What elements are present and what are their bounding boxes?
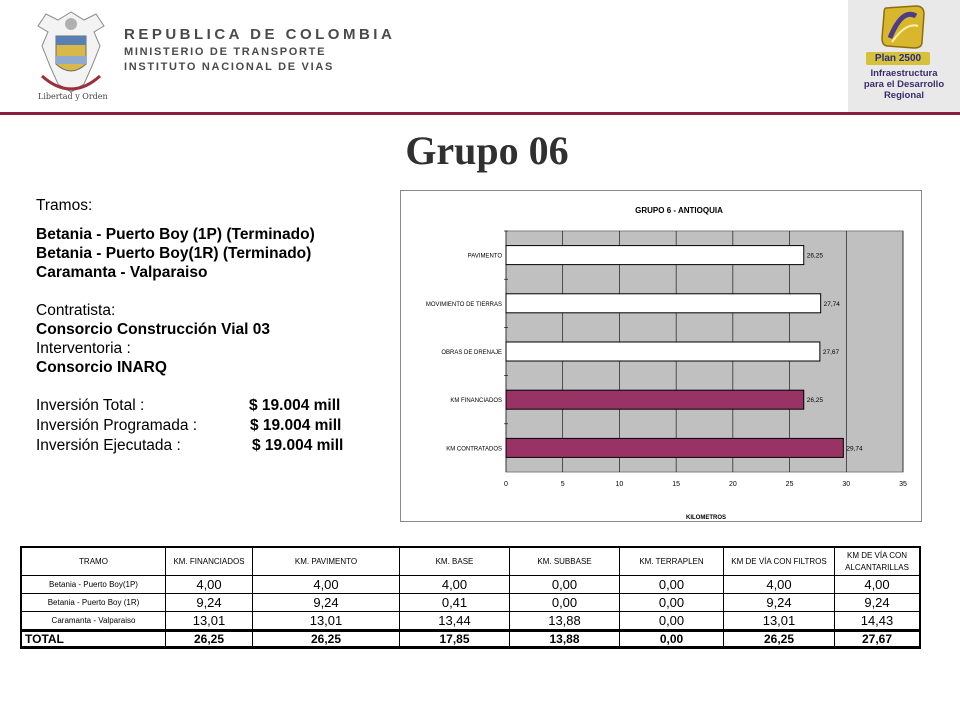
table-cell: 13,01	[253, 612, 400, 631]
table-cell: 13,44	[400, 612, 510, 631]
crest-motto: Libertad y Orden	[38, 92, 108, 101]
table-cell: 0,00	[620, 594, 724, 612]
chart-title: GRUPO 6 - ANTIOQUIA	[635, 206, 723, 215]
data-label: 26,25	[806, 397, 824, 405]
page-title: Grupo 06	[405, 128, 569, 173]
x-tick-label: 35	[899, 481, 907, 488]
category-label: PAVIMENTO	[467, 253, 502, 260]
table-cell: Betania - Puerto Boy (1R)	[21, 594, 166, 612]
plan-subtitle-1: Infraestructura	[870, 68, 938, 79]
table-header: KM DE VÍA CON ALCANTARILLAS	[835, 547, 921, 576]
table-cell: 9,24	[253, 594, 400, 612]
tramo-item: Caramanta - Valparaiso	[36, 264, 208, 281]
x-tick-label: 10	[615, 481, 624, 488]
tramos-label: Tramos:	[36, 197, 93, 214]
table-header: KM. FINANCIADOS	[166, 547, 253, 576]
plot-area	[426, 231, 907, 488]
tramo-item: Betania - Puerto Boy(1R) (Terminado)	[36, 245, 312, 262]
table-cell: 27,67	[835, 631, 921, 648]
plan-2500-logo	[880, 4, 926, 50]
x-axis-label: KILOMETROS	[686, 515, 726, 521]
bar	[506, 390, 804, 409]
inversion-ejecutada-row	[36, 436, 396, 456]
table-header: KM. SUBBASE	[510, 547, 620, 576]
table-cell: TOTAL	[21, 631, 166, 648]
interventoria-value: Consorcio INARQ	[36, 359, 167, 376]
bar	[506, 438, 843, 457]
interventoria-label: Interventoria :	[36, 340, 131, 357]
organization-block	[124, 26, 395, 73]
contratista-value: Consorcio Construcción Vial 03	[36, 321, 270, 338]
table-cell: 4,00	[724, 576, 835, 594]
bar	[506, 294, 821, 313]
table-header: TRAMO	[21, 547, 166, 576]
table-header-row	[21, 547, 920, 576]
category-label: KM CONTRATADOS	[446, 446, 502, 453]
table-cell: Betania - Puerto Boy(1P)	[21, 576, 166, 594]
table-cell: 26,25	[166, 631, 253, 648]
table-cell: 13,88	[510, 631, 620, 648]
table-header: KM DE VÍA CON FILTROS	[724, 547, 835, 576]
table-header: KM. PAVIMENTO	[253, 547, 400, 576]
x-tick-label: 15	[672, 481, 681, 488]
table-cell: 17,85	[400, 631, 510, 648]
inversion-total-row	[36, 396, 396, 416]
plan-subtitle-2: para el Desarrollo	[863, 79, 945, 90]
category-label: MOVIMIENTO DE TIERRAS	[425, 301, 502, 308]
table-cell: 0,00	[620, 576, 724, 594]
table-cell: 9,24	[166, 594, 253, 612]
bar	[506, 342, 820, 361]
tramo-item: Betania - Puerto Boy (1P) (Terminado)	[36, 226, 315, 243]
table-row	[21, 576, 920, 594]
table-total-row	[21, 631, 920, 648]
table-cell: 0,41	[400, 594, 510, 612]
inversion-value: $ 19.004 mill	[252, 437, 344, 454]
data-label: 29,74	[846, 445, 863, 453]
table-cell: 13,01	[724, 612, 835, 631]
x-tick-label: 25	[785, 481, 794, 488]
header-divider	[0, 112, 960, 115]
plan-subtitle-3: Regional	[883, 90, 925, 101]
table-cell: 26,25	[724, 631, 835, 648]
project-info	[36, 196, 396, 456]
table-row	[21, 594, 920, 612]
table-cell: 0,00	[620, 631, 724, 648]
inversion-label: Inversión Total :	[36, 397, 145, 414]
table-cell: 0,00	[620, 612, 724, 631]
inversion-value: $ 19.004 mill	[249, 397, 341, 414]
x-tick-label: 20	[728, 481, 737, 488]
table-header: KM. TERRAPLEN	[620, 547, 724, 576]
x-tick-label: 30	[842, 481, 851, 488]
table-cell: 13,88	[510, 612, 620, 631]
inversion-label: Inversión Ejecutada :	[36, 437, 181, 454]
table-header: KM. BASE	[400, 547, 510, 576]
data-label: 27,67	[822, 349, 840, 356]
table-row	[21, 612, 920, 631]
data-label: 26,25	[806, 252, 824, 260]
table-cell: 0,00	[510, 576, 620, 594]
table-cell: 9,24	[724, 594, 835, 612]
bar-chart	[401, 191, 921, 521]
x-tick-label: 5	[560, 481, 565, 488]
table-cell: 26,25	[253, 631, 400, 648]
data-table	[20, 546, 921, 649]
table-cell: 4,00	[400, 576, 510, 594]
inversion-programada-row	[36, 416, 396, 436]
ministry-name: MINISTERIO DE TRANSPORTE	[124, 46, 327, 58]
category-label: OBRAS DE DRENAJE	[441, 350, 502, 356]
data-label: 27,74	[823, 300, 840, 308]
chart-frame	[400, 190, 922, 522]
plan-title: Plan 2500	[866, 52, 930, 65]
table-cell: 14,43	[835, 612, 921, 631]
category-label: KM FINANCIADOS	[450, 398, 502, 405]
table-cell: Caramanta - Valparaiso	[21, 612, 166, 631]
page-header	[0, 0, 960, 114]
table-cell: 0,00	[510, 594, 620, 612]
institute-name: INSTITUTO NACIONAL DE VIAS	[124, 61, 335, 73]
inversion-label: Inversión Programada :	[36, 417, 198, 434]
inversion-value: $ 19.004 mill	[250, 417, 342, 434]
x-tick-label: 0	[504, 481, 508, 488]
table-cell: 13,01	[166, 612, 253, 631]
bar	[506, 246, 804, 265]
table-cell: 9,24	[835, 594, 921, 612]
table-cell: 4,00	[253, 576, 400, 594]
contratista-label: Contratista:	[36, 302, 116, 319]
country-name: REPUBLICA DE COLOMBIA	[124, 26, 396, 43]
table-cell: 4,00	[835, 576, 921, 594]
table-cell: 4,00	[166, 576, 253, 594]
